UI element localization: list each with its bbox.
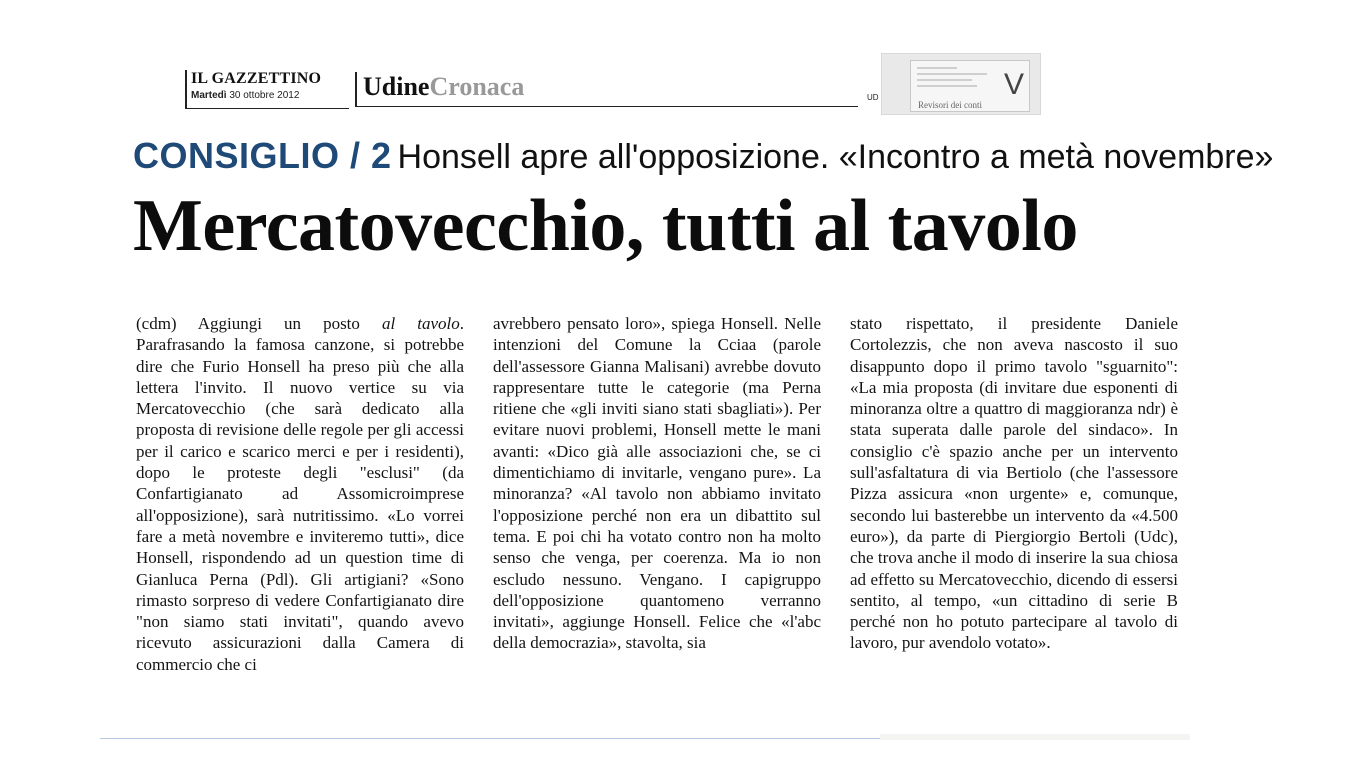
thumbnail-line (917, 79, 972, 81)
bottom-strip (880, 734, 1190, 740)
newspaper-name: IL GAZZETTINO (191, 70, 322, 87)
section-city: Udine (363, 72, 430, 101)
column-text (136, 313, 464, 675)
thumbnail-line (917, 85, 977, 87)
bottom-divider (100, 738, 880, 739)
thumbnail-line (917, 73, 987, 75)
column-lead-italic: al tavolo (381, 314, 460, 333)
page-thumbnail[interactable] (881, 53, 1041, 115)
column-text: avrebbero pensato loro», spiega Honsell. Nelle intenzioni del Comune la Cciaa (parole dell'assessore Gianna Malisani) avrebbe dovuto rappresentare tutte le categorie (ma Perna ritiene che «gli inviti siano stati sbagliati»). Per evitare nuovi problemi, Honsell mette le mani avanti: «Dico già alle associazioni che, se ci dimentichiamo di invitarle, vengano pure». La minoranza? «Al tavolo non abbiamo invitato l'opposizione perché non era un dibattito sul tema. E poi chi ha votato contro non ha molto senso che venga, per coerenza. Ma io non escludo nessuno. Vengano. I capigruppo dell'opposizione quantomeno verranno invitati», aggiunge Honsell. Felice che «l'abc della democrazia», stavolta, sia (493, 314, 821, 653)
article-kicker (133, 136, 1273, 184)
article-column-3 (850, 313, 1178, 654)
kicker-text: Honsell apre all'opposizione. «Incontro a metà novembre» (397, 138, 1274, 176)
newspaper-masthead (185, 70, 349, 109)
section-code: UD (867, 93, 879, 102)
thumbnail-line (917, 67, 957, 69)
thumbnail-letter: V (1003, 68, 1024, 101)
issue-day: Martedì (191, 90, 227, 101)
issue-date (191, 90, 349, 101)
section-header (355, 72, 858, 107)
article-column-1 (136, 313, 464, 675)
article-headline: Mercatovecchio, tutti al tavolo (133, 185, 1078, 267)
section-name: Cronaca (429, 72, 525, 101)
column-body: . Parafrasando la famosa canzone, si potrebbe dire che Furio Honsell ha preso più che alla lettera l'invito. Il nuovo vertice su via Mercatovecchio (che sarà dedicato alla proposta di revisione delle regole per gli accessi per il carico e scarico merci e per i residenti), dopo le proteste degli "esclusi" (da Confartigianato ad Assomicroimprese all'opposizione), sarà nutritissimo. «Lo vorrei fare a metà novembre e inviteremo tutti», dice Honsell, rispondendo ad un question time di Gianluca Perna (Pdl). Gli artigiani? «Sono rimasto sorpreso di vedere Confartigianato dire "non siamo stati invitati", quando avevo ricevuto assicurazioni dalla Camera di commercio che ci (136, 314, 464, 674)
thumbnail-caption: Revisori dei conti (918, 100, 982, 110)
issue-date-text: 30 ottobre 2012 (229, 90, 300, 101)
article-column-2 (493, 313, 821, 654)
column-lead: (cdm) Aggiungi un posto (136, 314, 382, 333)
column-text: stato rispettato, il presidente Daniele Cortolezzis, che non aveva nascosto il suo disappunto dopo il primo tavolo "sguarnito": «La mia proposta (di invitare due esponenti di minoranza oltre a quattro di maggioranza ndr) è stata superata dalle parole del sindaco». In consiglio c'è spazio anche per un intervento sull'asfaltatura di via Bertiolo (che l'assessore Pizza assicura «non urgente» e, comunque, secondo lui basterebbe un intervento da «4.500 euro»), da parte di Piergiorgio Bertoli (Udc), che trova anche il modo di inserire la sua chiosa ad effetto su Mercatovecchio, dicendo di essersi sentito, al tempo, «un cittadino di serie B perché non ho potuto partecipare al tavolo di lavoro, pur avendolo votato». (850, 314, 1178, 653)
kicker-label: CONSIGLIO / 2 (133, 135, 392, 176)
